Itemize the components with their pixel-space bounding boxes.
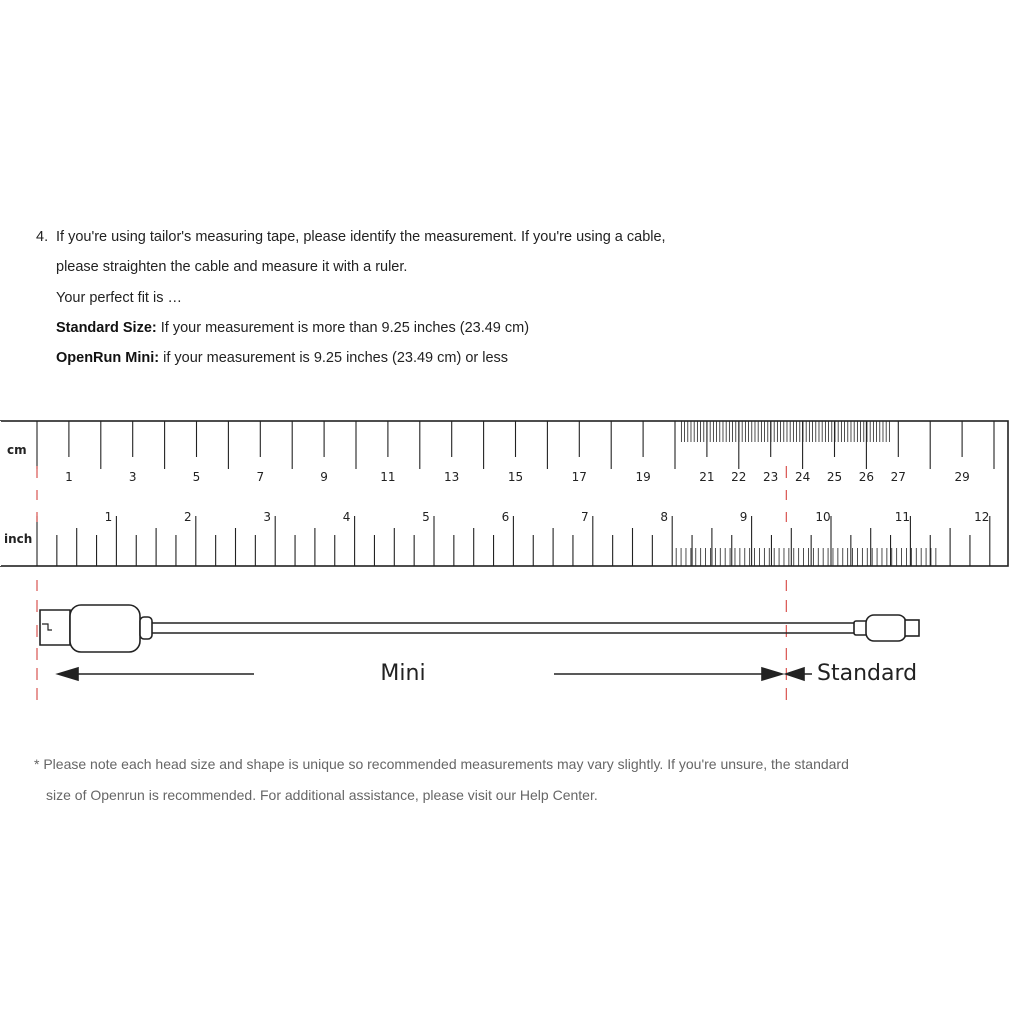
openrun-mini-label: OpenRun Mini: — [56, 350, 160, 367]
cm-number-24: 24 — [794, 470, 811, 484]
inch-number-9: 9 — [739, 510, 748, 524]
cm-number-13: 13 — [444, 470, 460, 484]
cm-number-29: 29 — [954, 470, 970, 484]
cable-right-connector — [854, 615, 919, 641]
inch-number-10: 10 — [815, 510, 831, 524]
cm-number-21: 21 — [699, 470, 715, 484]
ruler-body — [0, 421, 1008, 566]
instruction-line-3: Your perfect fit is … — [56, 289, 182, 306]
footnote-line-1: * Please note each head size and shape is unique so recommended measurements may vary slightly. If you're unsure, the standard — [34, 756, 849, 772]
inch-number-4: 4 — [342, 510, 351, 524]
arrow-head-standard-icon — [786, 668, 804, 680]
inch-number-12: 12 — [974, 510, 990, 524]
standard-arrow — [786, 668, 812, 680]
standard-size-label: Standard Size: — [56, 319, 157, 336]
standard-label: Standard — [817, 661, 918, 686]
cable-left-connector — [40, 605, 152, 652]
cm-number-15: 15 — [507, 470, 524, 484]
instruction-line-2: please straighten the cable and measure it with a ruler. — [56, 259, 408, 276]
cm-number-27: 27 — [890, 470, 906, 484]
arrow-head-left-icon — [58, 668, 78, 680]
inch-number-1: 1 — [104, 510, 113, 524]
cm-number-3: 3 — [128, 470, 137, 484]
inch-number-3: 3 — [263, 510, 272, 524]
cm-number-23: 23 — [763, 470, 779, 484]
cm-unit-label: cm — [7, 443, 27, 457]
inch-number-6: 6 — [501, 510, 510, 524]
cm-number-11: 11 — [380, 470, 396, 484]
cm-number-26: 26 — [858, 470, 875, 484]
cm-number-17: 17 — [571, 470, 587, 484]
cm-number-5: 5 — [192, 470, 201, 484]
inch-number-11: 11 — [894, 510, 911, 524]
arrow-head-right-icon — [762, 668, 782, 680]
footnote-line-2: size of Openrun is recommended. For additional assistance, please visit our Help Center. — [46, 787, 598, 803]
step-number: 4. — [36, 229, 49, 245]
openrun-mini-text: if your measurement is 9.25 inches (23.49 cm) or less — [159, 350, 509, 367]
inch-number-5: 5 — [422, 510, 430, 524]
cm-number-9: 9 — [320, 470, 328, 484]
cm-number-22: 22 — [731, 470, 747, 484]
inch-number-8: 8 — [660, 510, 669, 524]
standard-size-text: If your measurement is more than 9.25 inches (23.49 cm) — [156, 319, 530, 336]
inch-number-2: 2 — [183, 510, 192, 524]
cm-number-19: 19 — [635, 470, 651, 484]
instruction-text-1: If you're using tailor's measuring tape, please identify the measurement. If you're using a cable, — [56, 229, 666, 245]
cm-number-1: 1 — [65, 470, 73, 484]
inch-unit-label: inch — [4, 532, 33, 546]
inch-number-7: 7 — [580, 510, 589, 524]
mini-label: Mini — [380, 661, 426, 686]
cable-cord — [152, 623, 854, 633]
footnote — [34, 749, 994, 811]
cm-number-25: 25 — [826, 470, 843, 484]
cm-number-7: 7 — [256, 470, 265, 484]
